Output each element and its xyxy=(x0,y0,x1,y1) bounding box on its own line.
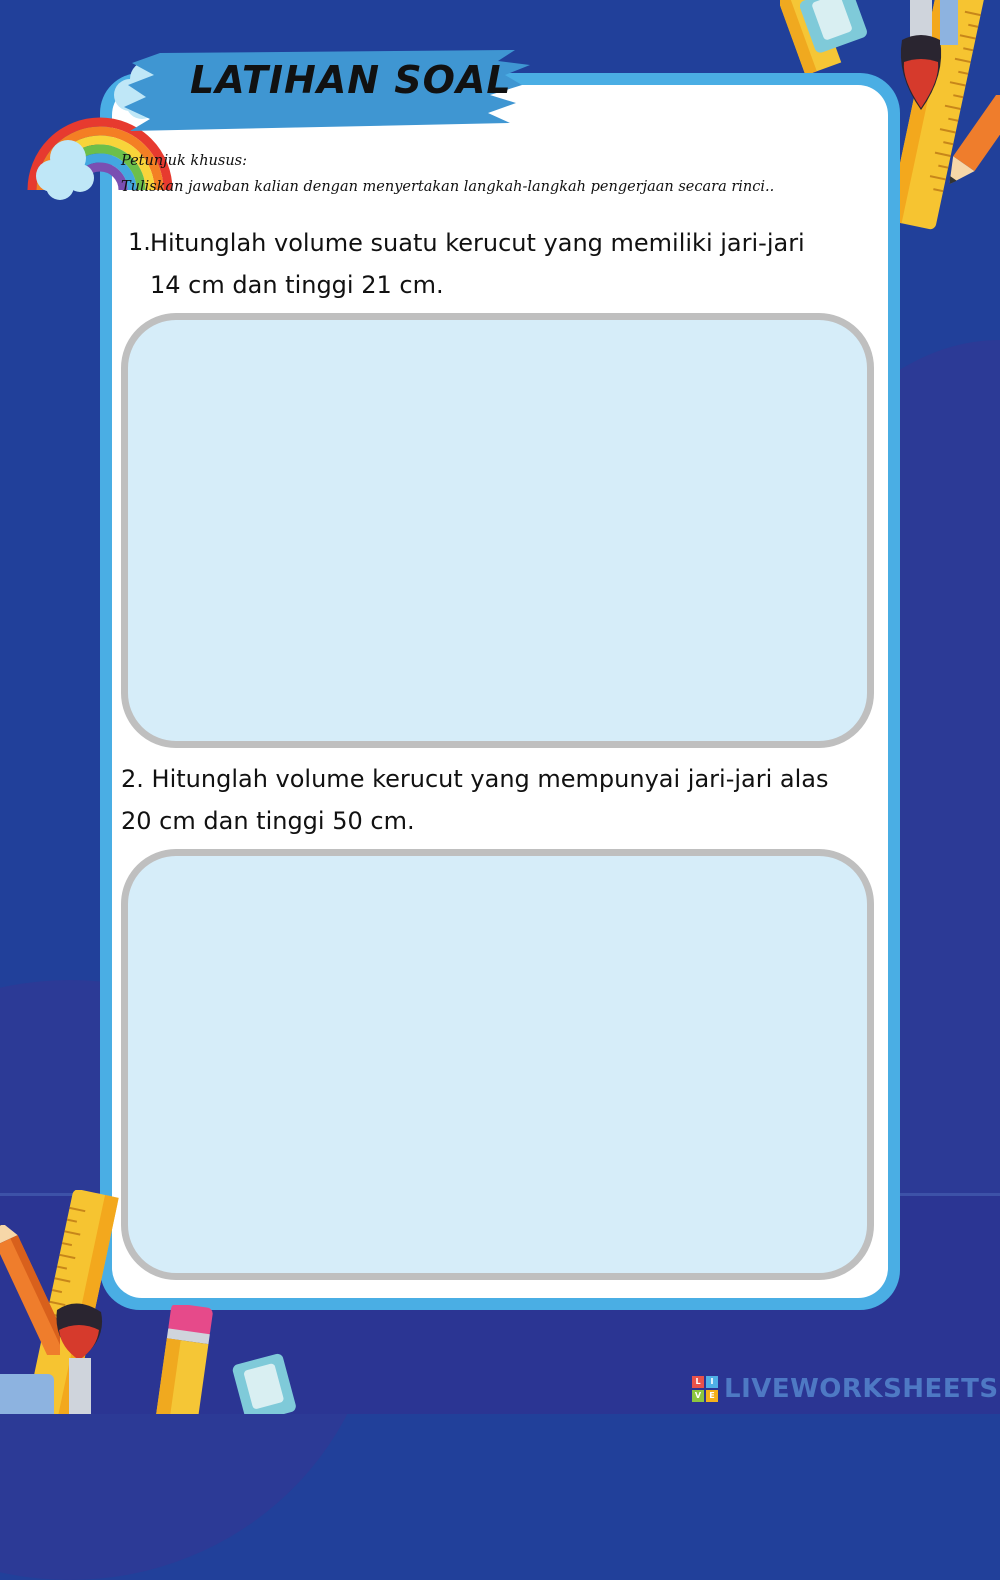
question-2-line-1: 2. Hitunglah volume kerucut yang mempunyai jari-jari alas xyxy=(121,765,829,793)
liveworksheets-icon: L I V E xyxy=(692,1376,718,1402)
worksheet-title: LATIHAN SOAL xyxy=(190,58,512,102)
question-1-line-1: Hitunglah volume suatu kerucut yang memiliki jari-jari xyxy=(150,229,805,257)
question-2-text xyxy=(121,758,828,842)
answer-box-2[interactable] xyxy=(121,849,874,1280)
question-1-number: 1. xyxy=(128,228,151,256)
question-2-line-2: 20 cm dan tinggi 50 cm. xyxy=(121,807,415,835)
question-1-text xyxy=(150,222,805,306)
question-2-number: 2. xyxy=(121,765,144,793)
pencil-icon xyxy=(945,95,1000,195)
eraser-icon xyxy=(0,1370,60,1414)
instruction-body: Tuliskan jawaban kalian dengan menyertakan langkah-langkah pengerjaan secara rinci.. xyxy=(121,179,775,195)
eraser-icon xyxy=(230,1352,300,1414)
liveworksheets-logo[interactable] xyxy=(692,1374,999,1404)
cloud-icon xyxy=(30,130,100,205)
question-1-line-2: 14 cm dan tinggi 21 cm. xyxy=(150,271,444,299)
pencil-icon xyxy=(150,1305,220,1414)
eraser-icon xyxy=(800,0,880,60)
answer-box-1[interactable] xyxy=(121,313,874,748)
liveworksheets-brand: LIVEWORKSHEETS xyxy=(724,1374,999,1404)
instruction-heading: Petunjuk khusus: xyxy=(121,153,247,169)
instructions xyxy=(121,148,881,200)
